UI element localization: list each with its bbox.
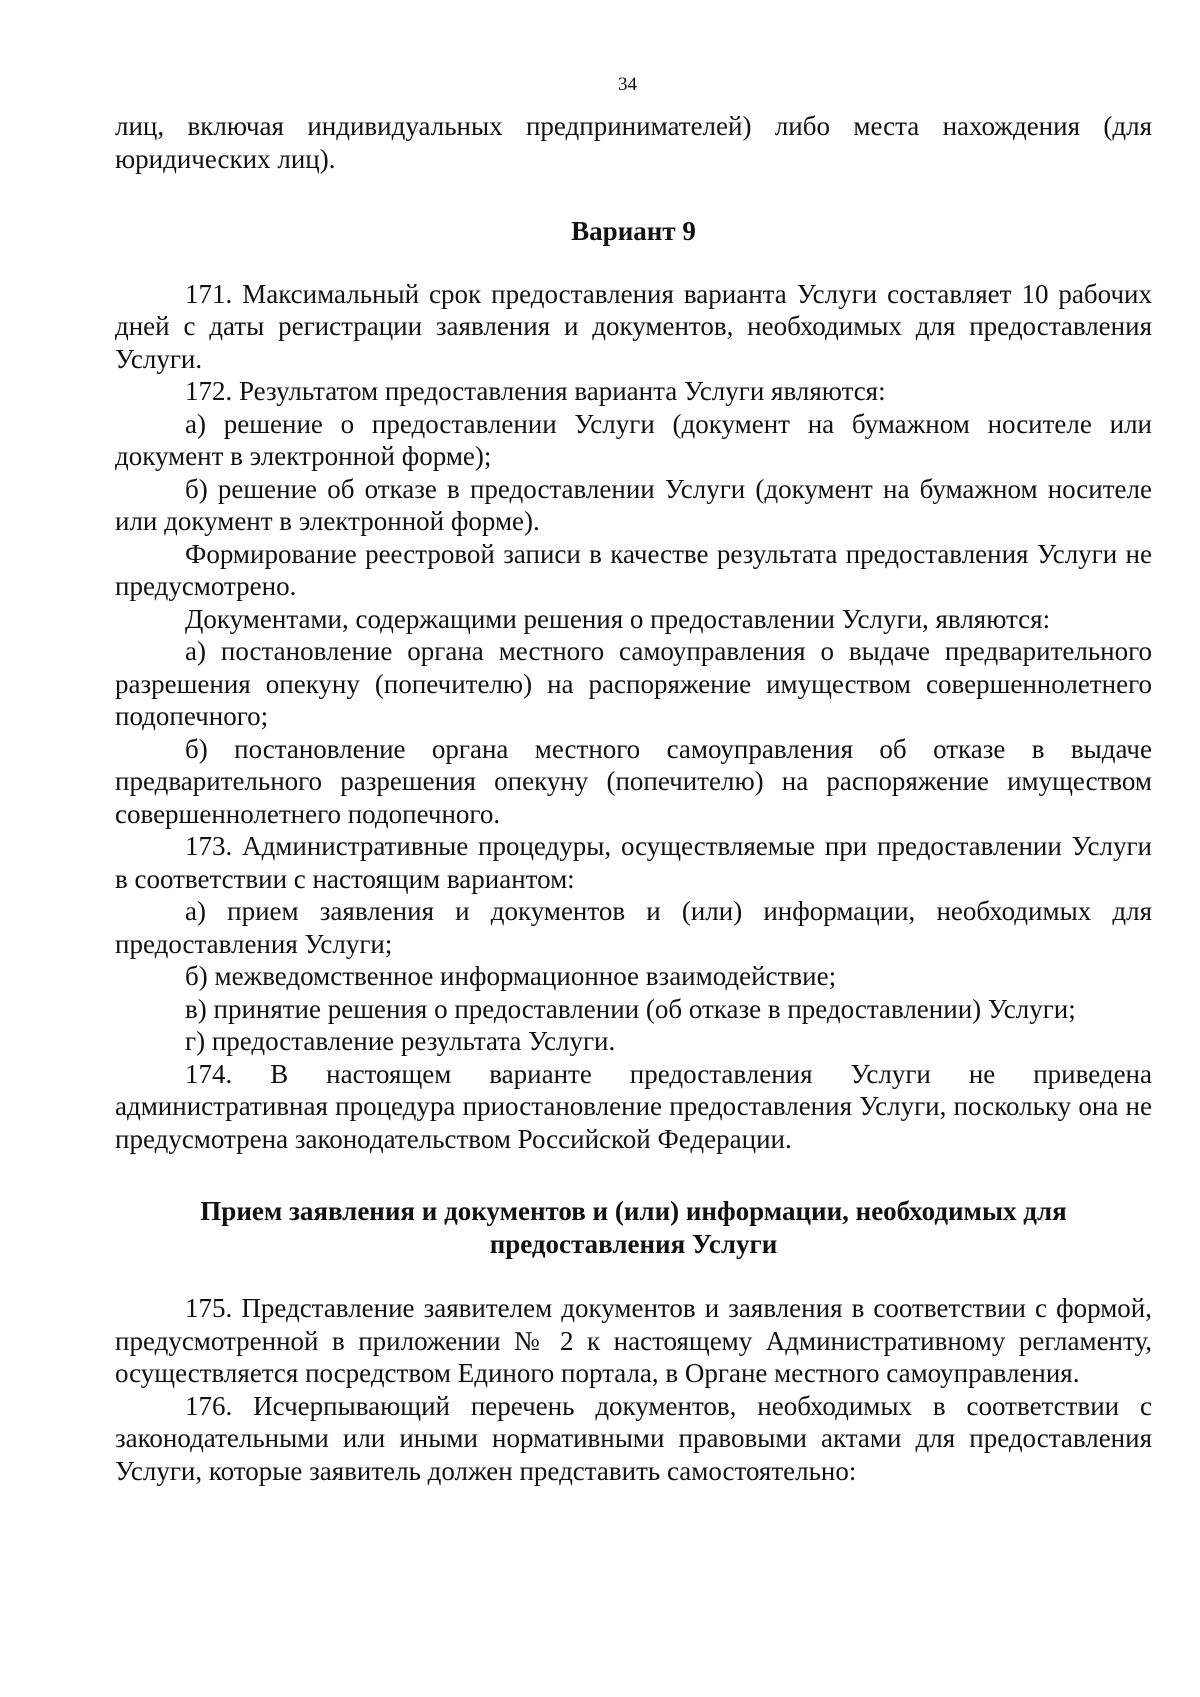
paragraph-173-a: а) прием заявления и документов и (или) информации, необходимых для предоставления Услуги;: [115, 896, 1152, 959]
page-number: 34: [618, 74, 637, 95]
paragraph-172-a: а) решение о предоставлении Услуги (документ на бумажном носителе или документ в электронной форме);: [115, 408, 1152, 471]
variant-heading: Вариант 9: [571, 216, 696, 246]
paragraph-171: 171. Максимальный срок предоставления варианта Услуги составляет 10 рабочих дней с даты регистрации заявления и документов, необходимых для предоставления Услуги.: [115, 278, 1152, 374]
paragraph-registry-record: Формирование реестровой записи в качестве результата предоставления Услуги не предусмотрено.: [115, 538, 1152, 601]
paragraph-decision-documents-a: а) постановление органа местного самоуправления о выдаче предварительного разрешения опекуну (попечителю) на распоряжение имуществом совершеннолетнего подопечного;: [115, 636, 1152, 731]
paragraph-172: 172. Результатом предоставления варианта Услуги являются:: [185, 376, 886, 406]
paragraph-176: 176. Исчерпывающий перечень документов, необходимых в соответствии с законодательными или иными нормативными правовыми актами для предоставления Услуги, которые заявитель должен представить самостоятельно:: [115, 1390, 1152, 1486]
paragraph-decision-documents-b: б) постановление органа местного самоуправления об отказе в выдаче предварительного разрешения опекуну (попечителю) на распоряжение имуществом совершеннолетнего подопечного.: [115, 733, 1152, 829]
paragraph-173-v: в) принятие решения о предоставлении (об отказе в предоставлении) Услуги;: [185, 993, 1076, 1024]
paragraph-173-b: б) межведомственное информационное взаимодействие;: [185, 961, 837, 991]
section-heading: [115, 1195, 1152, 1260]
section-heading-line1: Прием заявления и документов и (или) информации, необходимых для: [200, 1196, 1067, 1226]
paragraph-decision-documents: Документами, содержащими решения о предоставлении Услуги, являются:: [185, 603, 1051, 634]
paragraph-172-b: б) решение об отказе в предоставлении Услуги (документ на бумажном носителе или документ в электронной форме).: [115, 473, 1152, 536]
section-heading-line2: предоставления Услуги: [489, 1228, 778, 1259]
paragraph-173: 173. Административные процедуры, осуществляемые при предоставлении Услуги в соответствии с настоящим вариантом:: [115, 831, 1152, 894]
paragraph-175: 175. Представление заявителем документов и заявления в соответствии с формой, предусмотренной в приложении № 2 к настоящему Административному регламенту, осуществляется посредством Единого портала, в Органе местного самоуправления.: [115, 1293, 1152, 1388]
paragraph-173-g: г) предоставление результата Услуги.: [185, 1026, 616, 1056]
continuation-paragraph: лиц, включая индивидуальных предпринимателей) либо места нахождения (для юридических лиц).: [115, 111, 1152, 174]
paragraph-174: 174. В настоящем варианте предоставления Услуги не приведена административная процедура приостановление предоставления Услуги, поскольку она не предусмотрена законодательством Российской Федерации.: [115, 1058, 1152, 1154]
